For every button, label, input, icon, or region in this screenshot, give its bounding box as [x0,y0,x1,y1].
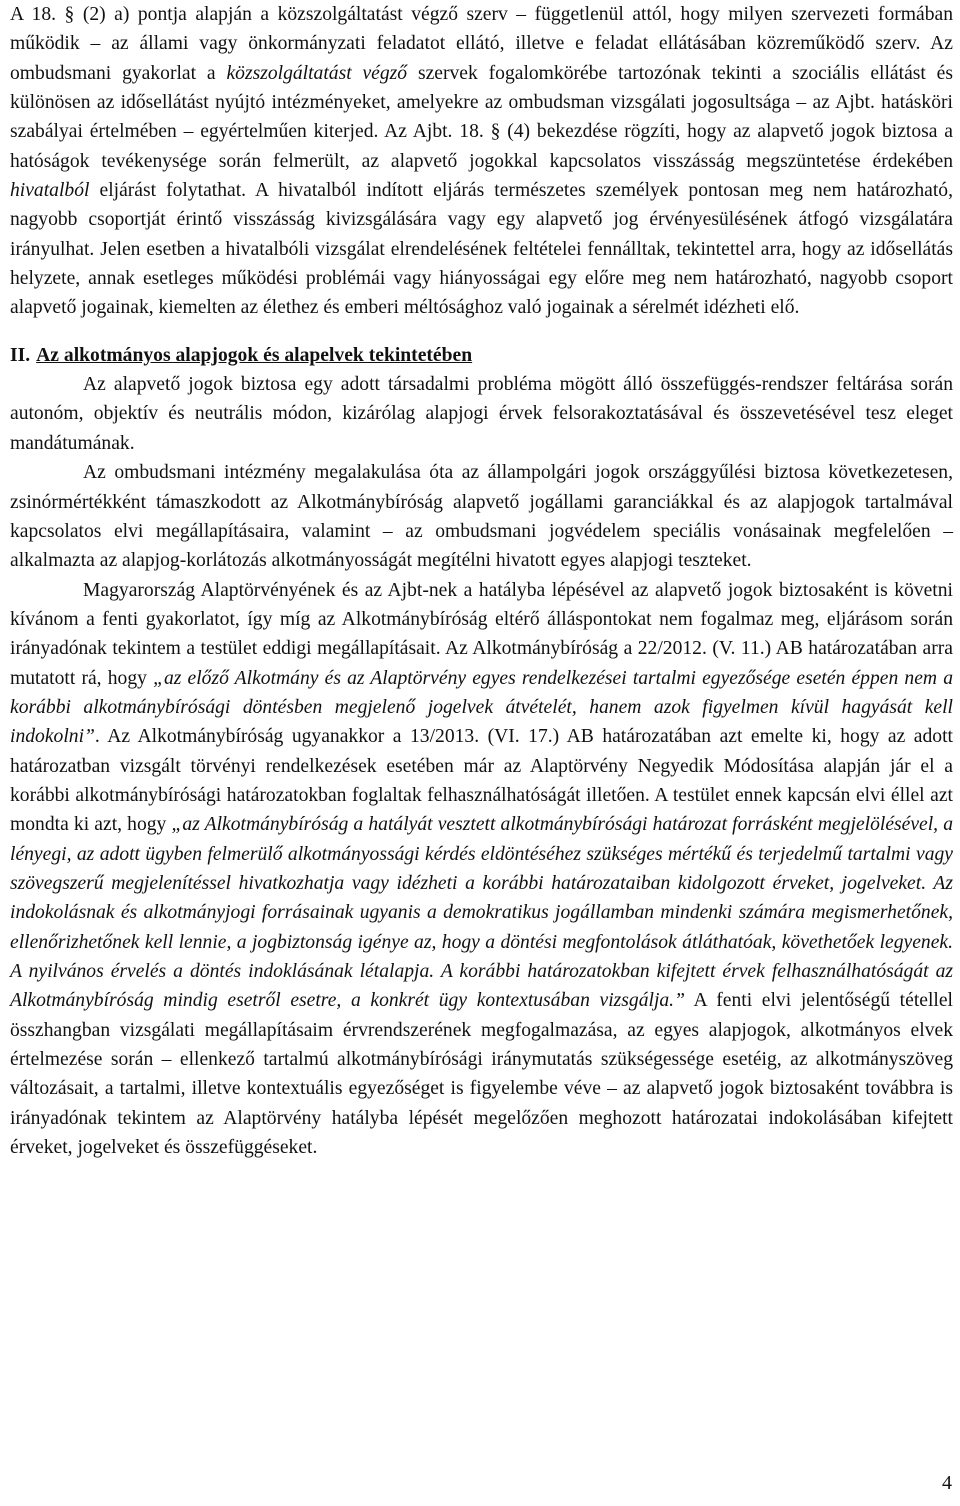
italic-text-segment: „az Alkotmánybíróság a hatályát vesztett alkotmánybírósági határozat forrásként megjelölésével, a lényegi, az adott ügyben felmerülő alkotmányossági kérdés eldöntéséhez szükséges mértékű és terjedelmű tartalmi vagy szövegszerű megjelenítéssel hivatkozhatja vagy idézheti a korábbi határozataiban kidolgozott érveket, jogelveket. Az indokolásnak és alkotmányjogi forrásainak ugyanis a demokratikus jogállamban mindenki számára megismerhetőnek, ellenőrizhetőnek kell lennie, a jogbiztonság igénye az, hogy a döntési megfontolások átláthatóak, követhetőek legyenek. A nyilvános érvelés a döntés indoklásának létalapja. A korábbi határozatokban kifejtett érvek felhasználhatóságát az Alkotmánybíróság mindig esetről esetre, a konkrét ügy kontextusában vizsgálja.” [10,814,954,1012]
text-segment: . Az Alkotmánybíróság ugyanakkor a 13/2013. (VI. 17.) AB határozatában azt emelte ki, hogy az adott határozatban vizsgált törvényi rendelkezések esetében már az Alaptörvény Negyedik Módosítása alapján jár el a korábbi alkotmánybírósági határozatokban foglaltak felhasználhatóságát illetően. A testület ennek kapcsán elvi éllel azt mondta ki azt, hogy [10,726,953,836]
paragraph-fundamental-law [10,576,953,1163]
text-segment: Magyarország Alaptörvényének és az Ajbt-nek a hatályba lépésével az alapvető jogok biztosaként is követni kívánom a fenti gyakorlatot, így míg az Alkotmánybíróság eltérő álláspontokat nem fogalmaz meg, eljárásom során irányadónak tekintem a testület eddigi megállapításait. Az Alkotmánybíróság a 22/2012. (V. 11.) AB határozatában arra mutatott rá, hogy [10,579,953,689]
text-segment: A 18. § (2) a) pontja alapján a közszolgáltatást végző szerv – függetlenül attól, hogy milyen szervezeti formában működik – az állami vagy önkormányzati feladatot ellátó, illetve e feladat ellátásában közreműködő szerv. Az ombudsmani gyakorlat a [10,4,953,84]
paragraph-mandate: Az alapvető jogok biztosa egy adott társadalmi probléma mögött álló összefüggés-rendszer feltárása során autonóm, objektív és neutrális módon, kizárólag alapjogi érvek felsorakoztatásával és összevetésével tesz eleget mandátumának. [10,374,953,454]
document-page [10,0,953,1162]
text-segment: A fenti elvi jelentőségű tétellel összhangban vizsgálati megállapításaim érvrendszerének megfogalmazása, az egyes alapjogok, alkotmányos elvek értelmezése során – ellenkező tartalmú alkotmánybírósági iránymutatás szükségessége esetéig, az alkotmányszöveg változásait, a tartalmi, illetve kontextuális egyezőséget is figyelembe véve – az alapvető jogok biztosaként továbbra is irányadónak tekintem az Alaptörvény hatályba lépését megelőzően meghozott határozatai indokolásában kifejtett érveket, jogelveket és összefüggéseket. [10,990,953,1159]
text-segment: szervek fogalomkörébe tartozónak tekinti a szociális ellátást és különösen az idősellátást nyújtó intézményeket, amelyekre az ombudsman vizsgálati jogosultsága – az Ajbt. hatásköri szabályai értelmében – egyértelműen kiterjed. Az Ajbt. 18. § (4) bekezdése rögzíti, hogy az alapvető jogok biztosa a hatóságok tevékenysége során felmerült, az alapvető jogokkal kapcsolatos visszásság megszüntetése érdekében [10,62,953,172]
section-heading [10,341,953,370]
text-segment: eljárást folytathat. A hivatalból indított eljárás természetes személyek pontosan meg nem határozható, nagyobb csoportját érintő visszásság kivizsgálására vagy egy alapvető jog érvényesülésének átfogó vizsgálatára irányulhat. Jelen esetben a hivatalbóli vizsgálat elrendelésének feltételei fennálltak, tekintettel arra, hogy az idősellátás helyzete, annak esetleges működési problémái vagy hiányosságai egy előre meg nem határozható, nagyobb csoport alapvető jogainak, kiemelten az élethez és emberi méltósághoz való jogainak a sérelmét idézheti elő. [10,180,953,319]
paragraph-jurisdiction [10,0,953,323]
section-title: Az alkotmányos alapjogok és alapelvek tekintetében [36,344,473,366]
page-number: 4 [942,1472,952,1494]
italic-text-segment: „az előző Alkotmány és az Alaptörvény egyes rendelkezései tartalmi egyezősége esetén éppen nem a korábbi alkotmánybírósági döntésben megjelenő jogelvek átvételét, hanem azok figyelmen kívül hagyását kell indokolni” [10,667,953,748]
italic-text-segment: hivatalból [10,180,90,202]
paragraph-constitutional-court: Az ombudsmani intézmény megalakulása óta az állampolgári jogok országgyűlési biztosa következetesen, zsinórmértékként támaszkodott az Alkotmánybíróság alapvető jogállami garanciákkal és az alapjogok tartalmával kapcsolatos elvi megállapításaira, valamint – az ombudsmani jogvédelem speciális vonásainak megfelelően – alkalmazta az alapjog-korlátozás alkotmányosságát megítélni hivatott egyes alapjogi teszteket. [10,462,953,572]
italic-text-segment: közszolgáltatást végző [226,62,408,84]
section-number: II. [10,344,31,366]
